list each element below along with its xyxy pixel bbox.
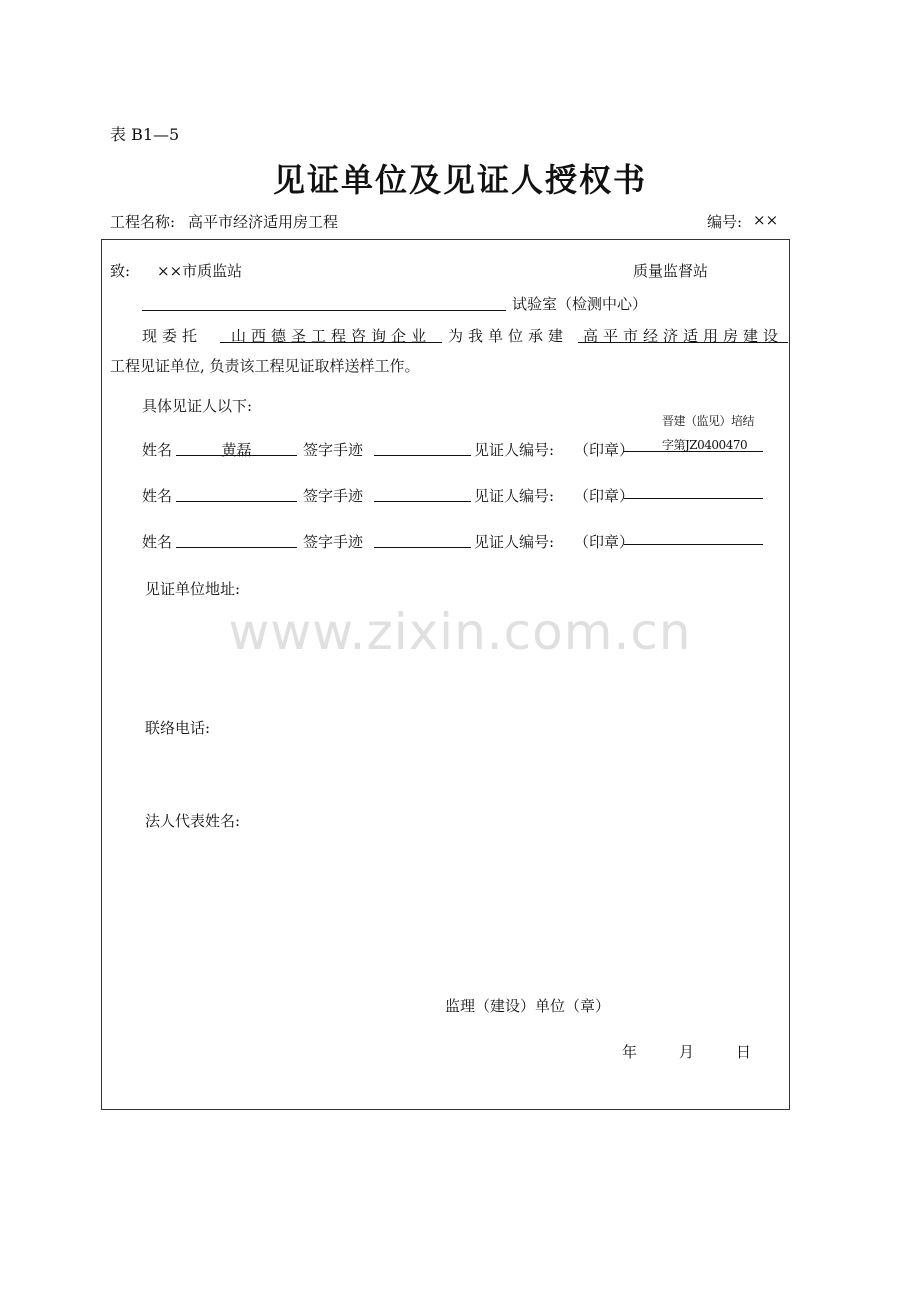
witness-sign-blank: [374, 501, 471, 502]
witness-id-label: 见证人编号:: [474, 533, 555, 551]
witness-name-label: 姓名: [142, 533, 173, 551]
witness-name-value: 黄磊: [221, 441, 252, 459]
entrusted-unit: 山西德圣工程咨询企业: [230, 327, 431, 345]
witness-name-blank: [176, 501, 297, 502]
witness-id-label: 见证人编号:: [474, 487, 555, 505]
witness-seal-label: （印章）: [574, 441, 635, 459]
entrust-middle: 为我单位承建: [448, 327, 569, 345]
witness-id-blank: [624, 498, 763, 499]
to-label: 致:: [110, 262, 131, 280]
document-title: 见证单位及见证人授权书: [272, 161, 647, 199]
witness-intro: 具体见证人以下:: [142, 397, 253, 415]
date-year: 年: [622, 1043, 638, 1061]
address-label: 见证单位地址:: [145, 580, 241, 598]
witness-id-label: 见证人编号:: [474, 441, 555, 459]
lab-label: 试验室（检测中心）: [512, 295, 648, 313]
watermark: www.zixin.com.cn: [228, 603, 692, 661]
witness-name-blank: [176, 455, 297, 456]
witness-sign-blank: [374, 455, 471, 456]
serial-label: 编号:: [707, 213, 743, 231]
witness-name-blank: [176, 547, 297, 548]
project-name-label: 工程名称:: [110, 213, 176, 231]
witness-name-label: 姓名: [142, 441, 173, 459]
entrust-suffix: 工程见证单位, 负责该工程见证取样送样工作。: [110, 357, 420, 375]
witness-id-blank: [624, 451, 763, 452]
project-name-value: 高平市经济适用房工程: [188, 213, 339, 231]
witness-seal-label: （印章）: [574, 533, 635, 551]
entrusted-unit-underline: [220, 342, 442, 343]
witness-id-line1: 晋建（监见）培结: [662, 414, 755, 428]
witness-sign-blank: [374, 547, 471, 548]
witness-name-label: 姓名: [142, 487, 173, 505]
project-value: 高平市经济适用房建设: [582, 327, 783, 345]
to-recipient: ××市质监站: [157, 262, 243, 280]
project-value-underline: [578, 342, 788, 343]
witness-sign-label: 签字手迹: [303, 533, 364, 551]
date-month: 月: [679, 1043, 695, 1061]
legal-rep-label: 法人代表姓名:: [145, 812, 241, 830]
serial-value: ××: [753, 211, 779, 229]
supervision-unit-label: 监理（建设）单位（章）: [445, 997, 611, 1015]
to-station: 质量监督站: [633, 262, 709, 280]
witness-seal-label: （印章）: [574, 487, 635, 505]
entrust-prefix: 现委托: [142, 327, 203, 345]
phone-label: 联络电话:: [145, 719, 211, 737]
form-code: 表 B1—5: [110, 125, 180, 144]
date-day: 日: [736, 1043, 752, 1061]
witness-sign-label: 签字手迹: [303, 487, 364, 505]
lab-name-blank: [142, 310, 506, 311]
witness-id-blank: [624, 544, 763, 545]
witness-id-line2: 字第JZ0400470: [662, 438, 748, 452]
witness-sign-label: 签字手迹: [303, 441, 364, 459]
